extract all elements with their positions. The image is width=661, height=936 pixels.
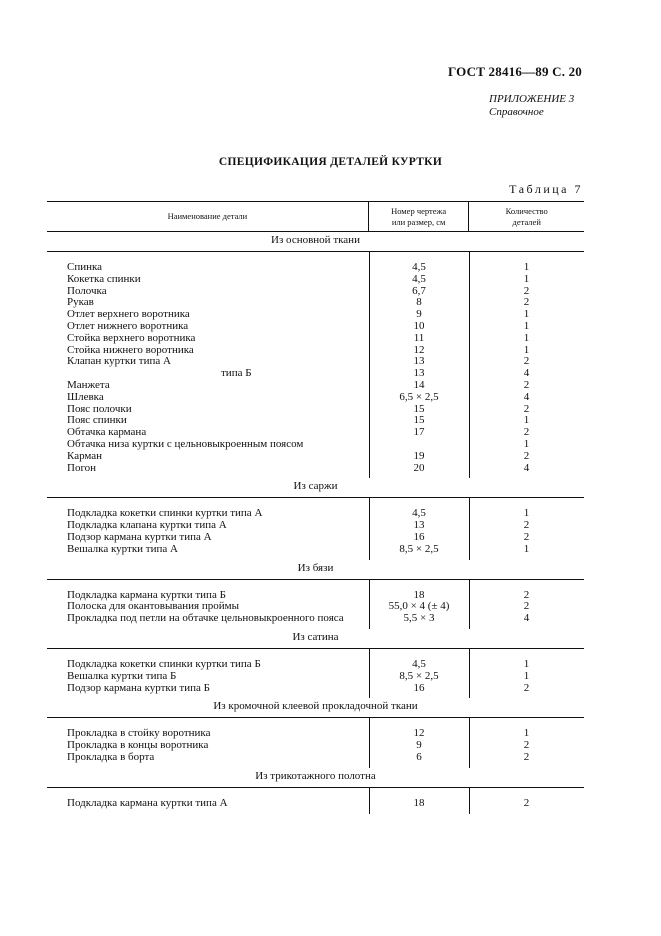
detail-quantity: 2 <box>523 426 530 439</box>
detail-name: Прокладка в стойку воротника <box>67 727 211 740</box>
drawing-number: 15 <box>413 414 425 427</box>
detail-quantity: 1 <box>523 727 530 740</box>
group-title: Из саржи <box>47 478 584 498</box>
column-header-drawing: Номер чертежа или размер, см <box>368 202 470 231</box>
table-row <box>47 798 584 810</box>
column-header-name: Наименование детали <box>167 211 248 221</box>
table-row <box>47 532 584 544</box>
drawing-number: 8,5 × 2,5 <box>399 542 439 555</box>
detail-quantity: 2 <box>523 796 530 809</box>
drawing-number: 20 <box>413 461 425 474</box>
table-row <box>47 368 584 380</box>
detail-name: Клапан куртки типа А <box>67 355 171 368</box>
drawing-number: 18 <box>413 796 425 809</box>
detail-quantity: 4 <box>523 461 530 474</box>
drawing-number: 17 <box>413 426 425 439</box>
detail-name: Шлевка <box>67 390 104 403</box>
detail-quantity: 4 <box>523 367 530 380</box>
table-body <box>47 232 584 814</box>
detail-quantity: 1 <box>523 507 530 520</box>
material-group <box>47 232 584 478</box>
table-header <box>47 202 584 232</box>
drawing-number: 16 <box>413 530 425 543</box>
detail-name: Подкладка кармана куртки типа А <box>67 796 228 809</box>
drawing-number: 13 <box>413 355 425 368</box>
drawing-number: 4,5 <box>412 272 426 285</box>
detail-quantity: 1 <box>523 542 530 555</box>
drawing-number: 8 <box>416 296 422 309</box>
detail-quantity: 2 <box>523 519 530 532</box>
detail-name: Спинка <box>67 261 103 273</box>
detail-name: Погон <box>67 461 97 474</box>
document-title: СПЕЦИФИКАЦИЯ ДЕТАЛЕЙ КУРТКИ <box>218 156 443 168</box>
detail-name: Пояс полочки <box>67 402 132 415</box>
table-row <box>47 613 584 625</box>
detail-quantity: 4 <box>523 390 530 403</box>
group-title: Из бязи <box>47 560 584 580</box>
table-row <box>47 392 584 404</box>
drawing-number: 18 <box>413 588 425 601</box>
drawing-number: 8,5 × 2,5 <box>399 669 439 682</box>
table-label: Таблица 7 <box>509 182 583 196</box>
detail-quantity: 1 <box>523 308 530 321</box>
detail-quantity: 1 <box>523 437 530 450</box>
detail-name: Пояс спинки <box>67 414 127 427</box>
detail-name: Полочка <box>67 284 107 297</box>
group-rows <box>47 498 584 559</box>
specification-table <box>47 201 584 814</box>
detail-name: Подзор кармана куртки типа Б <box>67 681 210 694</box>
detail-quantity: 2 <box>523 750 530 763</box>
detail-name: Обтачка низа куртки с цельновыкроенным поясом <box>67 437 304 450</box>
detail-quantity: 2 <box>523 296 530 309</box>
group-rows <box>47 649 584 698</box>
detail-name: Подкладка кармана куртки типа Б <box>67 588 226 601</box>
table-row <box>47 356 584 368</box>
drawing-number: 9 <box>416 308 422 321</box>
detail-name: Стойка нижнего воротника <box>67 343 194 356</box>
drawing-number: 4,5 <box>412 657 426 670</box>
drawing-number: 16 <box>413 681 425 694</box>
table-row <box>47 683 584 695</box>
group-rows <box>47 788 584 814</box>
detail-name: Вешалка куртки типа А <box>67 542 178 555</box>
table-row <box>47 451 584 463</box>
detail-name: Стойка верхнего воротника <box>67 331 196 344</box>
drawing-number: 19 <box>413 449 425 462</box>
table-row <box>47 671 584 683</box>
group-rows <box>47 580 584 629</box>
table-row <box>47 380 584 392</box>
detail-name: Кокетка спинки <box>67 272 141 285</box>
material-group <box>47 629 584 698</box>
detail-quantity: 2 <box>523 355 530 368</box>
detail-quantity: 2 <box>523 378 530 391</box>
appendix-note: Справочное <box>489 106 544 118</box>
group-rows <box>47 718 584 767</box>
drawing-number: 13 <box>413 367 425 380</box>
detail-name: Манжета <box>67 378 110 391</box>
detail-name: Вешалка куртки типа Б <box>67 669 177 682</box>
detail-name: Подзор кармана куртки типа А <box>67 530 212 543</box>
detail-quantity: 2 <box>523 402 530 415</box>
drawing-number: 10 <box>413 319 425 332</box>
detail-quantity: 4 <box>523 612 530 625</box>
detail-name: Подкладка кокетки спинки куртки типа Б <box>67 657 261 670</box>
drawing-number: 55,0 × 4 (± 4) <box>388 600 450 613</box>
drawing-number: 5,5 × 3 <box>403 612 435 625</box>
group-title: Из основной ткани <box>47 232 584 252</box>
detail-name: Отлет нижнего воротника <box>67 319 189 332</box>
detail-name: Обтачка кармана <box>67 426 147 439</box>
standard-reference: ГОСТ 28416—89 С. 20 <box>448 64 582 79</box>
detail-name: Полоска для окантовывания проймы <box>67 600 239 613</box>
column-header-quantity: Количество деталей <box>505 205 548 227</box>
detail-name: Рукав <box>67 296 94 309</box>
detail-name: Прокладка под петли на обтачке цельновыкроенного пояса <box>67 612 344 625</box>
table-row <box>47 463 584 475</box>
detail-quantity: 2 <box>523 530 530 543</box>
detail-quantity: 1 <box>523 343 530 356</box>
drawing-number: 4,5 <box>412 261 426 273</box>
group-title: Из сатина <box>47 629 584 649</box>
detail-quantity: 2 <box>523 449 530 462</box>
material-group <box>47 478 584 559</box>
detail-quantity: 1 <box>523 261 530 273</box>
table-row <box>47 544 584 556</box>
detail-name: Подкладка клапана куртки типа А <box>67 519 227 532</box>
detail-name: Подкладка кокетки спинки куртки типа А <box>67 507 263 520</box>
table-row <box>47 659 584 671</box>
table-row <box>47 333 584 345</box>
drawing-number: 6 <box>416 750 422 763</box>
table-row <box>47 321 584 333</box>
detail-name: Прокладка в борта <box>67 750 155 763</box>
table-row <box>47 404 584 416</box>
drawing-number: 14 <box>413 378 425 391</box>
appendix-title: ПРИЛОЖЕНИЕ 3 <box>489 93 575 105</box>
material-group <box>47 560 584 629</box>
drawing-number: 11 <box>413 331 425 344</box>
detail-quantity: 1 <box>523 272 530 285</box>
detail-quantity: 2 <box>523 284 530 297</box>
drawing-number: 13 <box>413 519 425 532</box>
drawing-number: 9 <box>416 739 422 752</box>
detail-quantity: 1 <box>523 331 530 344</box>
drawing-number: 4,5 <box>412 507 426 520</box>
detail-quantity: 2 <box>523 681 530 694</box>
drawing-number: 15 <box>413 402 425 415</box>
group-title: Из кромочной клеевой прокладочной ткани <box>47 698 584 718</box>
drawing-number: 12 <box>413 343 425 356</box>
detail-name: типа Б <box>221 367 252 380</box>
drawing-number: 6,5 × 2,5 <box>399 390 439 403</box>
detail-name: Прокладка в концы воротника <box>67 739 209 752</box>
appendix-label <box>489 93 574 119</box>
detail-quantity: 1 <box>523 669 530 682</box>
detail-name: Карман <box>67 449 103 462</box>
drawing-number: 12 <box>413 727 425 740</box>
detail-name: Отлет верхнего воротника <box>67 308 190 321</box>
table-row <box>47 439 584 451</box>
group-rows <box>47 252 584 478</box>
table-row <box>47 286 584 298</box>
material-group <box>47 698 584 767</box>
material-group <box>47 768 584 814</box>
detail-quantity: 2 <box>523 739 530 752</box>
detail-quantity: 1 <box>523 657 530 670</box>
detail-quantity: 2 <box>523 600 530 613</box>
table-row <box>47 752 584 764</box>
detail-quantity: 1 <box>523 319 530 332</box>
drawing-number <box>369 439 469 451</box>
group-title: Из трикотажного полотна <box>47 768 584 788</box>
drawing-number: 6,7 <box>412 284 426 297</box>
table-row <box>47 274 584 286</box>
detail-quantity: 2 <box>523 588 530 601</box>
detail-quantity: 1 <box>523 414 530 427</box>
